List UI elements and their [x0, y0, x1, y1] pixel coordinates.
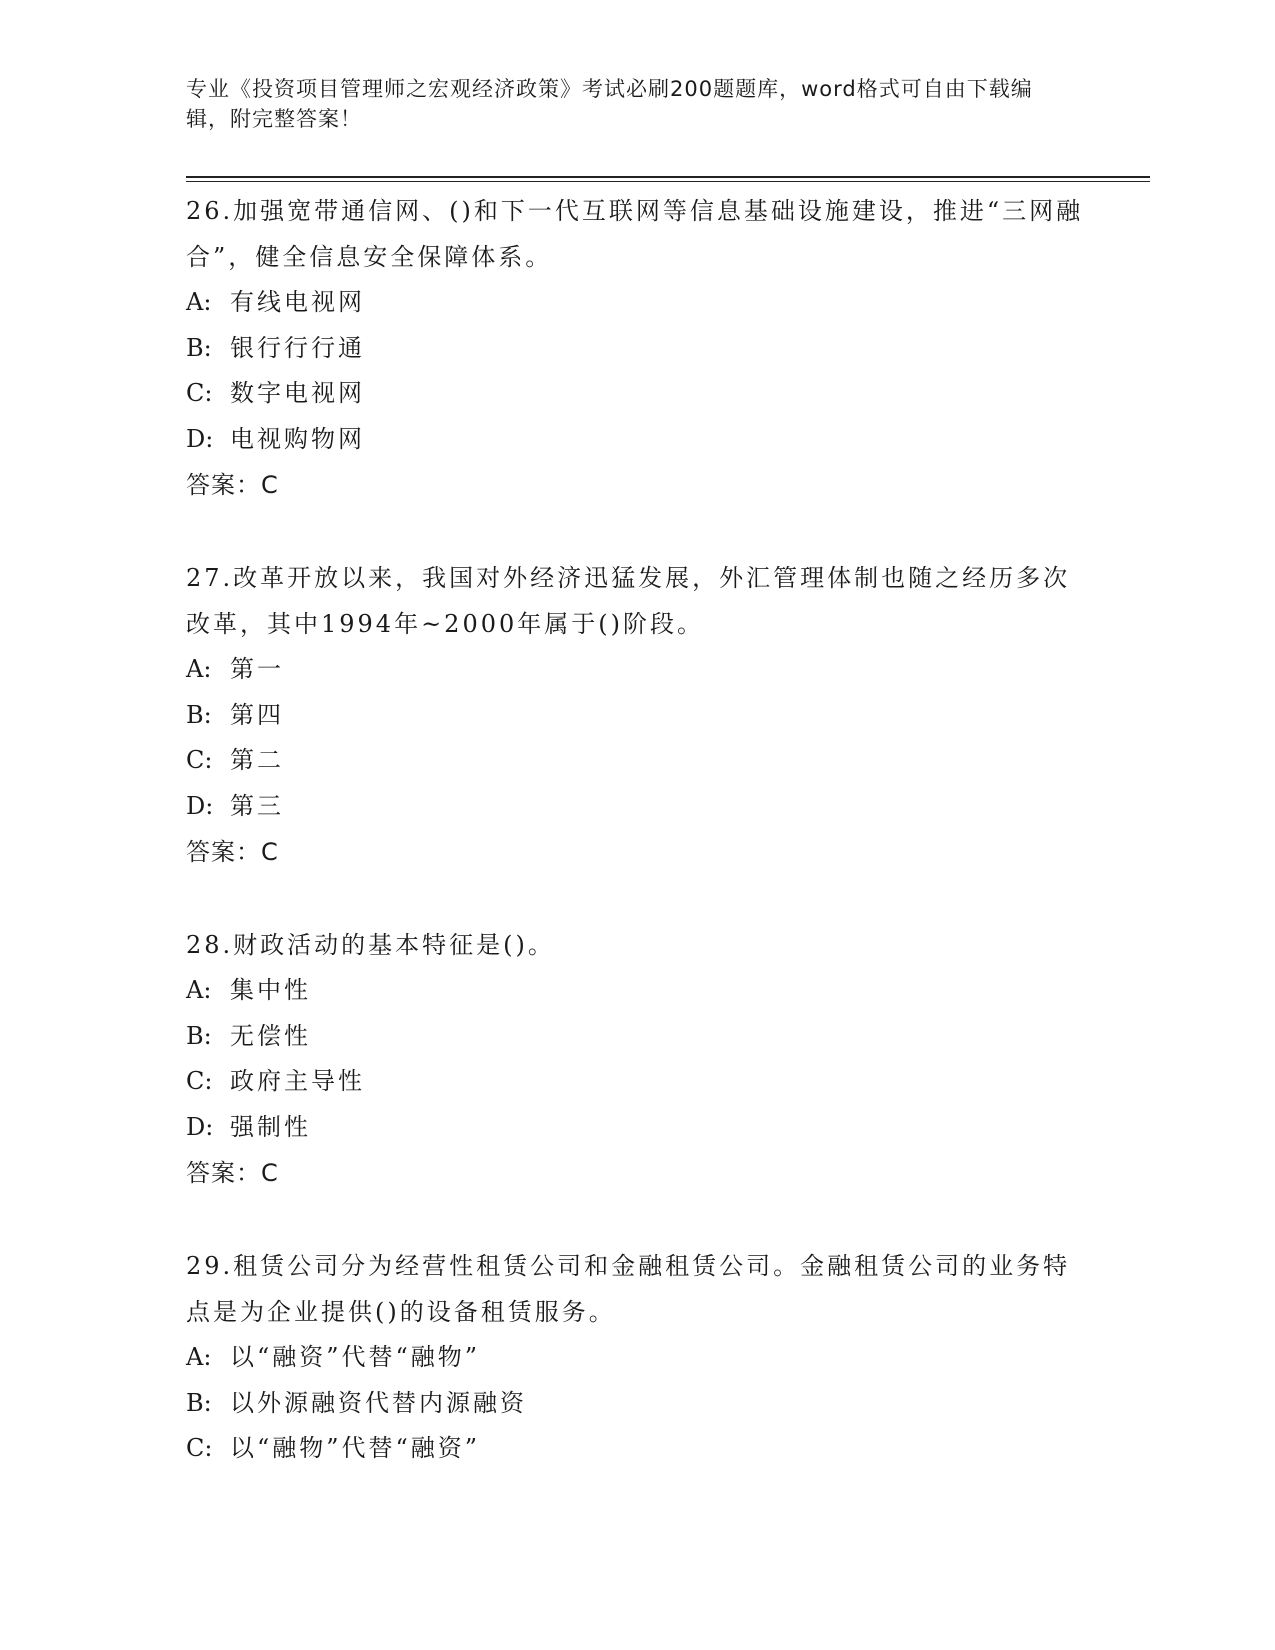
- option-d: [186, 417, 1086, 463]
- option-key: A:: [186, 288, 212, 316]
- option-text: 第四: [230, 700, 284, 729]
- option-text: 第三: [230, 791, 284, 820]
- option-text: 以“融资”代替“融物”: [230, 1343, 481, 1371]
- option-key: B:: [186, 700, 212, 729]
- option-text: 第一: [230, 655, 284, 683]
- option-text: 强制性: [230, 1112, 311, 1141]
- question-29: [186, 1243, 1086, 1472]
- option-key: C:: [186, 746, 213, 774]
- header-divider-thin: [186, 181, 1150, 182]
- answer-line: 答案：C: [186, 1159, 279, 1187]
- header-divider-thick: [186, 176, 1150, 178]
- option-b: [186, 326, 1086, 372]
- answer-line: 答案：C: [186, 471, 279, 499]
- question-list: [186, 188, 1086, 1519]
- option-c: [186, 371, 1086, 417]
- option-a: [186, 968, 1086, 1014]
- option-key: A:: [186, 655, 212, 683]
- option-d: [186, 1105, 1086, 1151]
- option-b: [186, 693, 1086, 739]
- option-key: C:: [186, 1067, 213, 1095]
- option-key: C:: [186, 379, 213, 407]
- option-c: [186, 738, 1086, 784]
- answer-line: 答案：C: [186, 838, 279, 866]
- question-26: [186, 188, 1086, 508]
- option-c: [186, 1426, 1086, 1472]
- option-text: 政府主导性: [230, 1067, 365, 1095]
- option-key: A:: [186, 976, 212, 1004]
- question-28: [186, 922, 1086, 1196]
- question-27: [186, 555, 1086, 875]
- question-stem: 29.租赁公司分为经营性租赁公司和金融租赁公司。金融租赁公司的业务特点是为企业提供()的设备租赁服务。: [186, 1252, 1071, 1326]
- option-key: A:: [186, 1343, 212, 1371]
- option-text: 电视购物网: [230, 424, 365, 453]
- option-key: B:: [186, 1021, 212, 1050]
- option-text: 第二: [230, 746, 284, 774]
- option-a: [186, 280, 1086, 326]
- option-key: D:: [186, 424, 214, 453]
- option-text: 无偿性: [230, 1021, 311, 1050]
- option-key: B:: [186, 333, 212, 362]
- option-text: 集中性: [230, 976, 311, 1004]
- document-header: 专业《投资项目管理师之宏观经济政策》考试必刷200题题库，word格式可自由下载编辑，附完整答案！: [186, 77, 1033, 131]
- option-text: 以外源融资代替内源融资: [230, 1388, 527, 1417]
- option-key: D:: [186, 1112, 214, 1141]
- option-b: [186, 1381, 1086, 1427]
- question-stem: 26.加强宽带通信网、()和下一代互联网等信息基础设施建设，推进“三网融合”，健全信息安全保障体系。: [186, 197, 1084, 271]
- option-text: 银行行行通: [230, 333, 365, 362]
- option-key: B:: [186, 1388, 212, 1417]
- option-c: [186, 1059, 1086, 1105]
- option-key: C:: [186, 1434, 213, 1462]
- question-stem: 28.财政活动的基本特征是()。: [186, 931, 555, 959]
- option-key: D:: [186, 791, 214, 820]
- option-b: [186, 1014, 1086, 1060]
- option-a: [186, 1335, 1086, 1381]
- option-text: 有线电视网: [230, 288, 365, 316]
- option-d: [186, 784, 1086, 830]
- option-a: [186, 647, 1086, 693]
- question-stem: 27.改革开放以来，我国对外经济迅猛发展，外汇管理体制也随之经历多次改革，其中1994年~2000年属于()阶段。: [186, 564, 1071, 638]
- option-text: 数字电视网: [230, 379, 365, 407]
- option-text: 以“融物”代替“融资”: [230, 1434, 481, 1462]
